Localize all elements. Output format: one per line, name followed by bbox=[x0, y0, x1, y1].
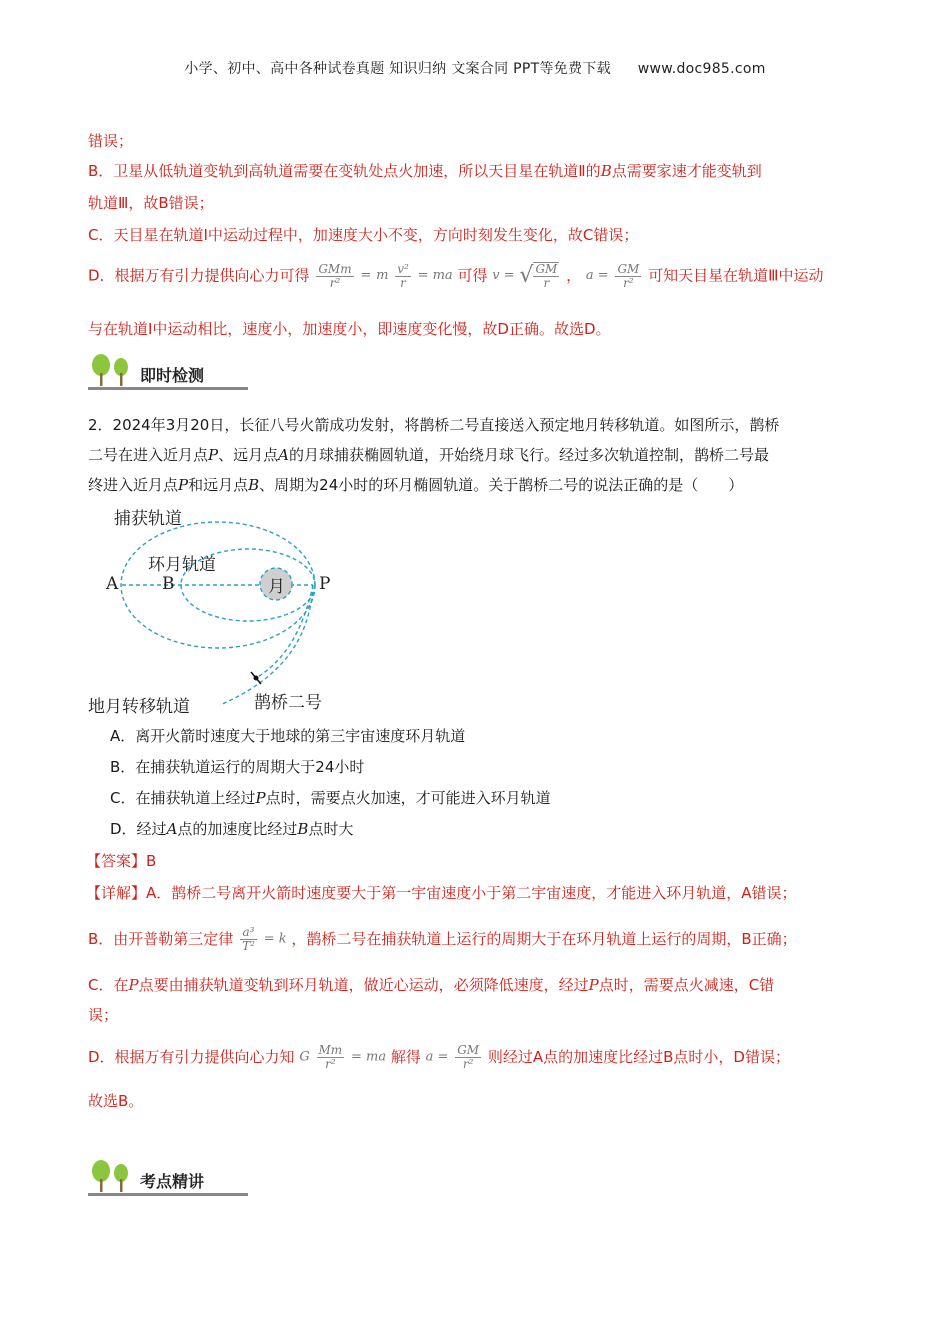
prev-c: C．天目星在轨道Ⅰ中运动过程中，加速度大小不变，方向时刻发生变化，故C错误； bbox=[88, 226, 639, 244]
section-title-immediate-check: 即时检测 bbox=[88, 358, 248, 392]
label-moon: 月 bbox=[268, 577, 285, 597]
answer-detail-c-line1: C．在P点要由捕获轨道变轨到环月轨道，做近心运动，必须降低速度，经过P点时，需要点火减速，C错 bbox=[88, 976, 775, 994]
answer-detail-c-line2: 误； bbox=[88, 1006, 119, 1024]
formula-gm-r2: $\frac{GM}{\text{r²}}$ bbox=[617, 261, 640, 290]
formula-sqrt-gm-r: $\frac{GM}{r}$ bbox=[535, 262, 558, 290]
tree-icon bbox=[90, 353, 134, 387]
formula-mm-r2: $\frac{Mm}{\text{r²}}$ bbox=[318, 1043, 343, 1071]
header-site-link[interactable]: www.doc985.com bbox=[637, 61, 766, 77]
header-text: 小学、初中、高中各种试卷真题 知识归纳 文案合同 PPT等免费下载 bbox=[184, 61, 611, 77]
tree-icon bbox=[90, 1159, 134, 1193]
formula-gmm-r2: $\frac{\text{GMm}}{\text{r²}}$ bbox=[318, 261, 352, 290]
formula-gm-r2-answer: $\frac{GM}{\text{r²}}$ bbox=[457, 1043, 480, 1071]
prev-b-line1: B．卫星从低轨道变轨到高轨道需要在变轨处点火加速，所以天目星在轨道Ⅱ的B点需要家速才能变轨到 bbox=[88, 162, 762, 180]
orbit-figure bbox=[88, 502, 348, 717]
answer-label: 【答案】B bbox=[86, 852, 157, 870]
label-point-b: B bbox=[162, 574, 175, 594]
formula-v2-r: $\frac{\text{v²}}{r}$ bbox=[397, 261, 409, 290]
option-b: B．在捕获轨道运行的周期大于24小时 bbox=[110, 758, 365, 776]
label-capture-orbit: 捕获轨道 bbox=[114, 509, 182, 529]
answer-final: 故选B。 bbox=[88, 1092, 144, 1110]
label-point-p: P bbox=[319, 574, 331, 594]
page-header bbox=[0, 58, 950, 78]
answer-detail-d: D．根据万有引力提供向心力知 G $\frac{Mm}{\text{r²}}$ = ma 解得 a = $\frac{GM}{\text{r²}}$ 则经过A点的加速度比经过B点时小，D错误； bbox=[88, 1043, 790, 1071]
prev-a-tail: 错误； bbox=[88, 132, 134, 150]
question-line2: 二号在进入近月点P、远月点A的月球捕获椭圆轨道，开始绕月球飞行。经过多次轨道控制，鹊桥二号最 bbox=[88, 446, 769, 464]
label-probe: 鹊桥二号 bbox=[254, 693, 322, 713]
option-d: D．经过A点的加速度比经过B点时大 bbox=[110, 820, 354, 838]
question-line3: 终进入近月点P和远月点B、周期为24小时的环月椭圆轨道。关于鹊桥二号的说法正确的是（ ） bbox=[88, 476, 744, 494]
label-point-a: A bbox=[106, 574, 119, 594]
option-a: A．离开火箭时速度大于地球的第三宇宙速度环月轨道 bbox=[110, 727, 466, 745]
answer-detail-b: B．由开普勒第三定律 $\frac{\text{a³}}{\text{T²}}$ = k ，鹊桥二号在捕获轨道上运行的周期大于在环月轨道上运行的周期，B正确； bbox=[88, 925, 797, 953]
prev-d-line2: 与在轨道Ⅰ中运动相比，速度小，加速度小，即速度变化慢，故D正确。故选D。 bbox=[88, 320, 611, 338]
prev-b-line2: 轨道Ⅲ，故B错误； bbox=[88, 194, 214, 212]
label-transfer-orbit: 地月转移轨道 bbox=[88, 697, 190, 717]
transfer-orbit bbox=[220, 585, 313, 705]
orbit-diagram bbox=[88, 502, 348, 717]
option-c: C．在捕获轨道上经过P点时，需要点火加速，才可能进入环月轨道 bbox=[110, 789, 551, 807]
formula-a3-t2: $\frac{\text{a³}}{\text{T²}}$ bbox=[242, 925, 255, 953]
label-ring-orbit: 环月轨道 bbox=[148, 555, 216, 575]
probe-icon bbox=[251, 672, 261, 684]
answer-detail-a: 【详解】A．鹊桥二号离开火箭时速度要大于第一宇宙速度小于第二宇宙速度，才能进入环月轨道，A错误； bbox=[86, 884, 797, 902]
section-title-key-points: 考点精讲 bbox=[88, 1164, 248, 1198]
question-line1: 2．2024年3月20日，长征八号火箭成功发射，将鹊桥二号直接送入预定地月转移轨道。如图所示，鹊桥 bbox=[88, 416, 780, 434]
prev-d-line1: D．根据万有引力提供向心力可得 $\frac{\text{GMm}}{\text{r²}}$ = m $\frac{\text{v²}}{r}$ = ma 可得 v = √ $\frac{GM}{r}$ ， a = $\frac{GM}{\text{r²}}$ 可知天目星在轨道Ⅲ中运动 bbox=[88, 261, 824, 290]
